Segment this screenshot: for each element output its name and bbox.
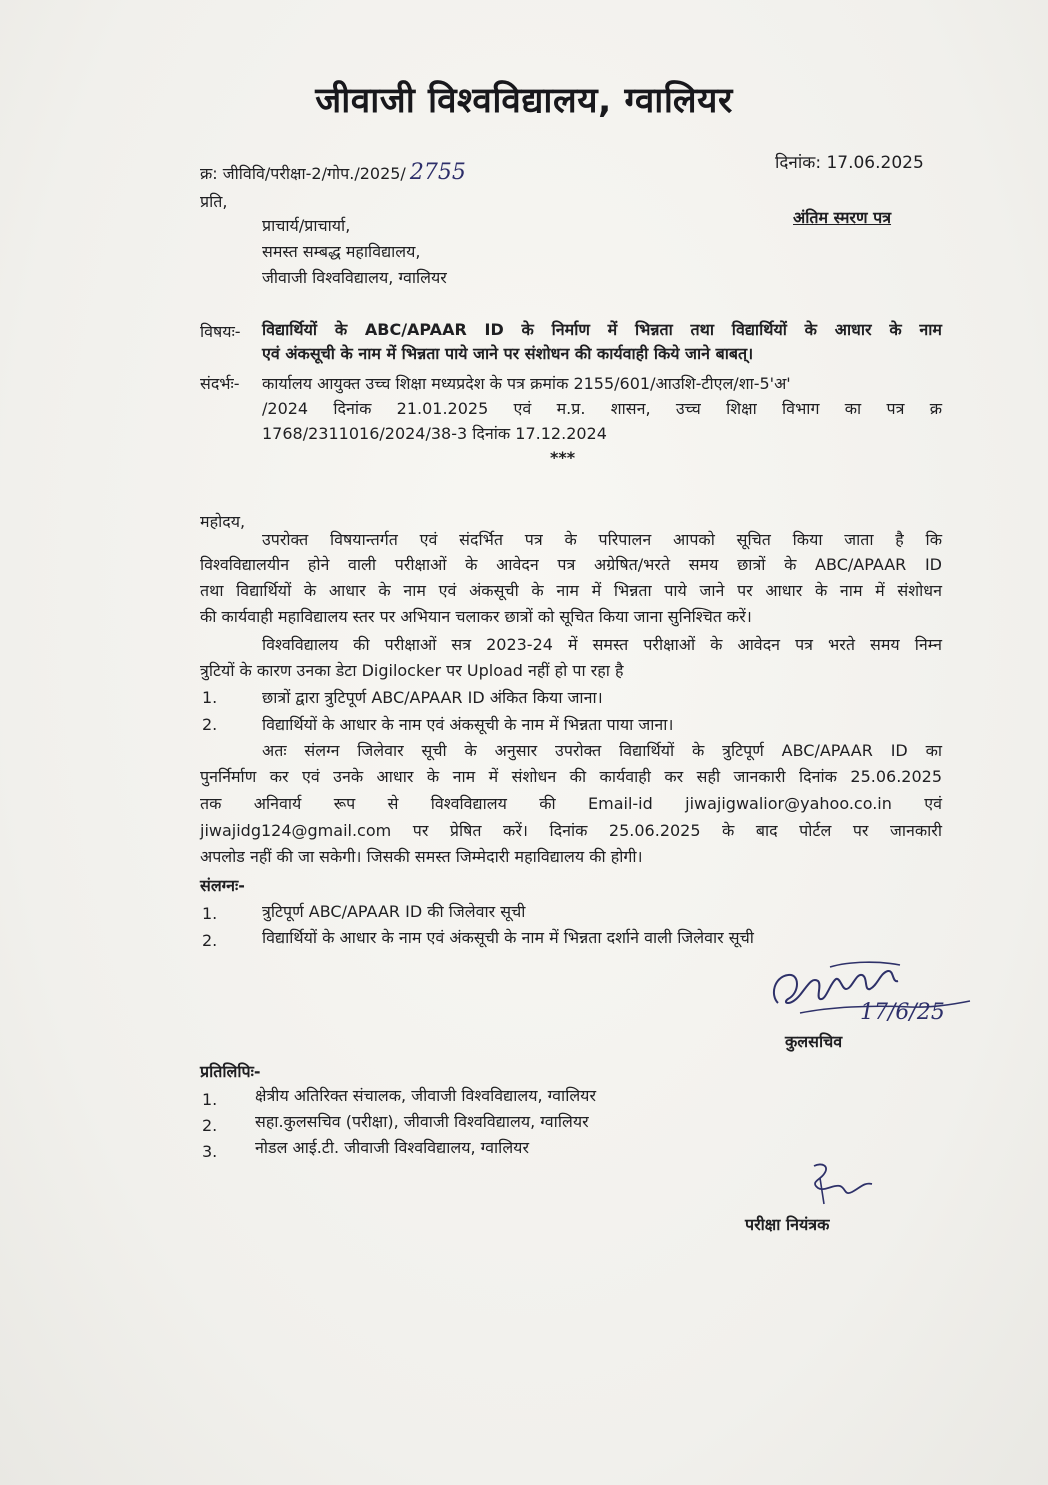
list-item-text: विद्यार्थियों के आधार के नाम एवं अंकसूची के नाम में भिन्नता पाया जाना। [262,715,674,734]
copy-recipient: नोडल आई.टी. जीवाजी विश्वविद्यालय, ग्वालियर [255,1138,530,1157]
paragraph-line: विश्वविद्यालयीन होने वाली परीक्षाओं के आवेदन पत्र अग्रेषित/भरते समय छात्रों के ABC/APAAR ID [200,555,942,574]
copy-recipient: क्षेत्रीय अतिरिक्त संचालक, जीवाजी विश्वविद्यालय, ग्वालियर [255,1086,597,1105]
paragraph-line: विश्वविद्यालय की परीक्षाओं सत्र 2023-24 में समस्त परीक्षाओं के आवेदन पत्र भरते समय निम्न [262,635,942,654]
subject-line: एवं अंकसूची के नाम में भिन्नता पाये जाने पर संशोधन की कार्यवाही किये जाने बाबत्। [262,344,754,363]
reference-label: संदर्भः- [200,374,240,393]
list-number: 2. [202,1116,218,1135]
reference-line: कार्यालय आयुक्त उच्च शिक्षा मध्यप्रदेश के पत्र क्रमांक 2155/601/आउशि-टीएल/शा-5'अ' [262,374,791,393]
enclosure-item: विद्यार्थियों के आधार के नाम एवं अंकसूची के नाम में भिन्नता दर्शाने वाली जिलेवार सूची [262,928,754,947]
list-number: 3. [202,1142,218,1161]
signature-date: 17/6/25 [860,1000,945,1025]
copy-recipient: सहा.कुलसचिव (परीक्षा), जीवाजी विश्वविद्यालय, ग्वालियर [255,1112,589,1131]
reference-number-text: क्र: जीविवि/परीक्षा-2/गोप./2025/ [200,164,406,183]
subject-line: विद्यार्थियों के ABC/APAAR ID के निर्माण में भिन्नता तथा विद्यार्थियों के आधार के नाम [262,320,942,339]
handwritten-ref-number: 2755 [409,160,466,185]
subject-label: विषयः- [200,322,241,341]
list-number: 2. [202,715,218,734]
paragraph-line: त्रुटियों के कारण उनका डेटा Digilocker पर Upload नहीं हो पा रहा है [200,661,624,680]
addressee-to: प्रति, [200,192,228,211]
final-reminder-label: अंतिम स्मरण पत्र [793,208,892,227]
addressee-line: समस्त सम्बद्ध महाविद्यालय, [262,242,421,261]
controller-signature [800,1160,890,1210]
paragraph-line: उपरोक्त विषयान्तर्गत एवं संदर्भित पत्र के परिपालन आपको सूचित किया जाता है कि [262,530,942,549]
list-item-text: छात्रों द्वारा त्रुटिपूर्ण ABC/APAAR ID अंकित किया जाना। [262,688,603,707]
enclosures-label: संलग्नः- [200,876,245,895]
controller-title: परीक्षा नियंत्रक [745,1215,830,1234]
separator-stars: *** [550,448,576,467]
registrar-title: कुलसचिव [785,1032,843,1051]
list-number: 2. [202,931,218,950]
addressee-line: जीवाजी विश्वविद्यालय, ग्वालियर [262,268,447,287]
paragraph-line: अपलोड नहीं की जा सकेगी। जिसकी समस्त जिम्मेदारी महाविद्यालय की होगी। [200,847,643,866]
letter-date: दिनांक: 17.06.2025 [775,153,924,173]
paragraph-line: तथा विद्यार्थियों के आधार के नाम एवं अंकसूची के नाम में भिन्नता पाये जाने पर आधार के नाम में संशोधन [200,581,942,600]
paragraph-line: jiwajidg124@gmail.com पर प्रेषित करें। दिनांक 25.06.2025 के बाद पोर्टल पर जानकारी [200,821,942,840]
paragraph-line: पुनर्निर्माण कर एवं उनके आधार के नाम में संशोधन की कार्यवाही कर सही जानकारी दिनांक 25.06.2025 [200,767,942,786]
paragraph-line: अतः संलग्न जिलेवार सूची के अनुसार उपरोक्त विद्यार्थियों के त्रुटिपूर्ण ABC/APAAR ID का [262,741,942,760]
addressee-line: प्राचार्य/प्राचार्या, [262,216,351,235]
reference-line: 1768/2311016/2024/38-3 दिनांक 17.12.2024 [262,424,607,443]
list-number: 1. [202,1090,218,1109]
salutation: महोदय, [200,512,246,531]
list-number: 1. [202,904,218,923]
reference-number [200,160,466,185]
paragraph-line: तक अनिवार्य रूप से विश्वविद्यालय की Email-id jiwajigwalior@yahoo.co.in एवं [200,794,942,813]
university-title: जीवाजी विश्वविद्यालय, ग्वालियर [315,81,733,121]
list-number: 1. [202,688,218,707]
copies-label: प्रतिलिपिः- [200,1062,261,1081]
reference-line: /2024 दिनांक 21.01.2025 एवं म.प्र. शासन, उच्च शिक्षा विभाग का पत्र क्र [262,399,942,418]
paragraph-line: की कार्यवाही महाविद्यालय स्तर पर अभियान चलाकर छात्रों को सूचित किया जाना सुनिश्चित करें। [200,607,752,626]
enclosure-item: त्रुटिपूर्ण ABC/APAAR ID की जिलेवार सूची [262,902,526,921]
